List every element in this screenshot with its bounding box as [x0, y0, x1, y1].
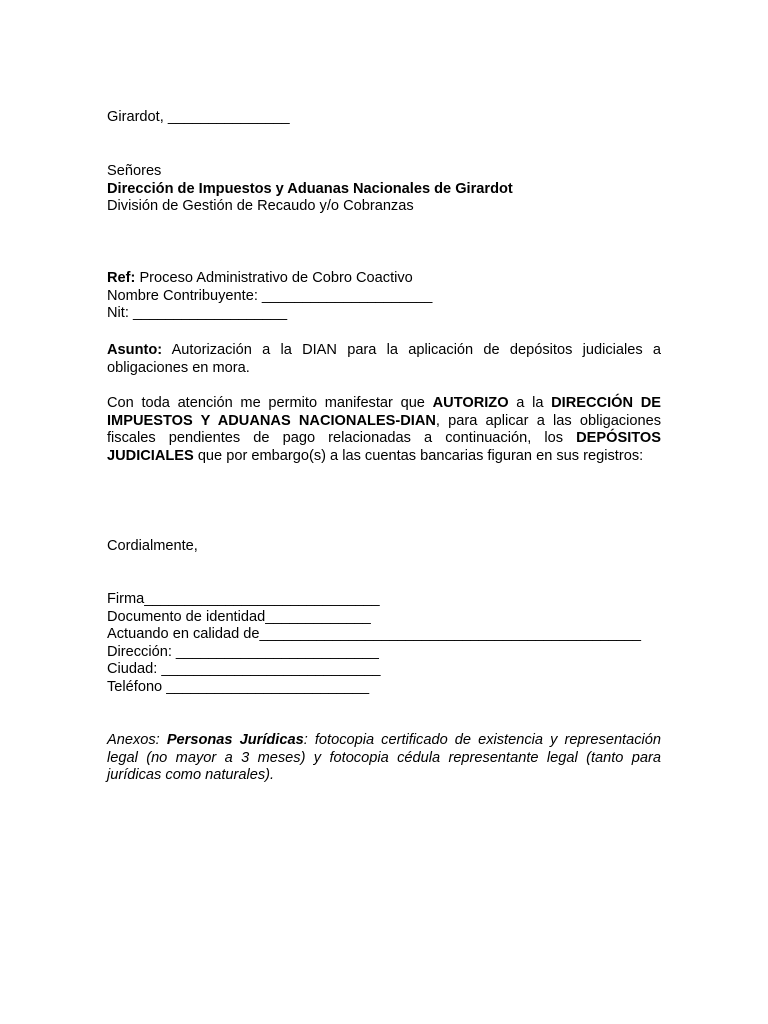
- annex-bold: Personas Jurídicas: [166, 732, 304, 748]
- taxpayer-line: Nombre Contribuyente: _____________________: [107, 287, 433, 304]
- annex-text: : fotocopia certificado de existencia y representación legal (no mayor a 3 meses) y fotocopia cédula representante legal (tanto para jurídicas como naturales).: [107, 732, 661, 784]
- signature-field-calidad: Actuando en calidad de_______________________________________________: [107, 626, 642, 643]
- nit-line: Nit: ___________________: [107, 305, 288, 322]
- recipient-organization: Dirección de Impuestos y Aduanas Nacionales de Girardot: [107, 180, 513, 197]
- subject-label: Asunto:: [107, 342, 163, 358]
- ref-line: [107, 270, 661, 288]
- closing-block: [107, 538, 661, 556]
- signature-field-documento: Documento de identidad_____________: [107, 608, 371, 625]
- ref-label: Ref:: [107, 270, 136, 286]
- recipient-block: [107, 163, 661, 216]
- signature-field-firma: Firma_____________________________: [107, 591, 380, 607]
- recipient-greeting: Señores: [107, 163, 162, 179]
- signature-field-ciudad: Ciudad: ___________________________: [107, 661, 381, 678]
- signature-field-telefono: Teléfono _________________________: [107, 678, 370, 695]
- recipient-division: División de Gestión de Recaudo y/o Cobranzas: [107, 198, 414, 215]
- reference-block: [107, 270, 661, 323]
- signature-fields: [107, 591, 661, 697]
- signature-field-direccion: Dirección: _________________________: [107, 643, 379, 660]
- annex-label: Anexos:: [107, 732, 167, 748]
- date-line: Girardot, _______________: [107, 109, 290, 125]
- annex-paragraph: [107, 732, 661, 785]
- subject-paragraph: [107, 342, 661, 377]
- ref-text: Proceso Administrativo de Cobro Coactivo: [135, 270, 413, 286]
- subject-text: Autorización a la DIAN para la aplicación de depósitos judiciales a obligaciones en mora.: [107, 342, 661, 376]
- letter-page: [107, 0, 661, 1024]
- date-line-block: [107, 109, 661, 127]
- closing-text: Cordialmente,: [107, 538, 198, 554]
- body-paragraph: Con toda atención me permito manifestar que AUTORIZO a la DIRECCIÓN DE IMPUESTOS Y ADUANAS NACIONALES-DIAN, para aplicar a las obligaciones fiscales pendientes de pago relacionadas a continuación, los DEPÓSITOS JUDICIALES que por embargo(s) a las cuentas bancarias figuran en sus registros:: [107, 395, 661, 464]
